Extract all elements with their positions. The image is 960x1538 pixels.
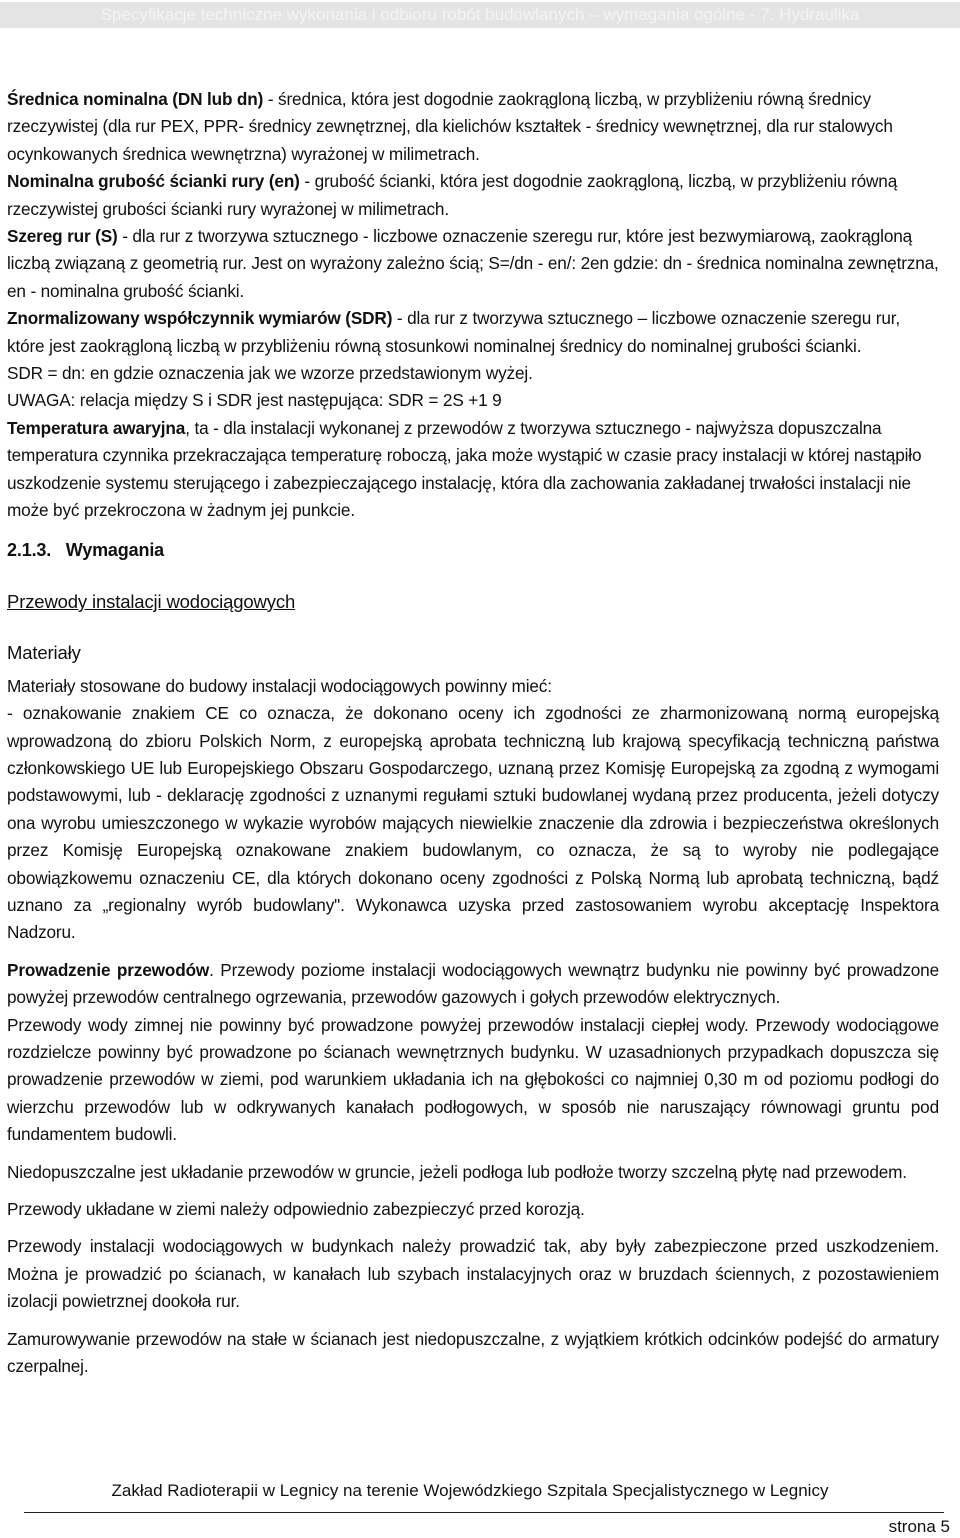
definition-pipe-series (7, 223, 939, 305)
definition-term: Nominalna grubość ścianki rury (en) (7, 171, 300, 192)
definition-term: Szereg rur (S) (7, 226, 118, 247)
note-relation: UWAGA: relacja między S i SDR jest następująca: SDR = 2S +1 9 (7, 390, 502, 411)
definition-text: - grubość ścianki, która jest dogodnie zaokrągloną, liczbą, w przybliżeniu równą rzeczywistej grubości ścianki rury wyrażonej w milimetrach. (7, 171, 898, 219)
document-body (7, 86, 939, 1380)
definition-term: Znormalizowany współczynnik wymiarów (SDR) (7, 308, 393, 329)
definition-sdr (7, 305, 939, 360)
definition-text: - dla rur z tworzywa sztucznego – liczbowe oznaczenie szeregu rur, które jest zaokrągloną liczbą w przybliżeniu równą stosunkowi nominalnej średnicy do nominalnej grubości ścianki. (7, 308, 900, 356)
section-title: 2.1.3. Wymagania (7, 539, 165, 560)
routing-paragraph-6: Zamurowywanie przewodów na stałe w ścianach jest niedopuszczalne, z wyjątkiem krótkich odcinków podejść do armatury czerpalnej. (7, 1328, 939, 1377)
page-number: strona 5 (888, 1517, 950, 1536)
footer-institution: Zakład Radioterapii w Legnicy na terenie Wojewódzkiego Szpitala Specjalistycznego w Legnicy (111, 1481, 829, 1500)
definition-emergency-temperature (7, 415, 939, 525)
definition-term: Średnica nominalna (DN lub dn) (7, 89, 264, 109)
routing-paragraph-5: Przewody instalacji wodociągowych w budynkach należy prowadzić tak, aby były zabezpieczone przed uszkodzeniem. Można je prowadzić po ścianach, w kanałach lub szybach instalacyjnych oraz w bruzdach ściennych, z pozostawieniem izolacji powietrznej dookoła rur. (7, 1236, 939, 1312)
definition-text: - dla rur z tworzywa sztucznego - liczbowe oznaczenie szeregu rur, które jest bezwymiarową, zaokrągloną liczbą związaną z geometrią rur. Jest on wyrażony zależno ścią; S=/dn - en/: 2en gdzie: dn - średnica nominalna zewnętrzna, en - nominalna grubość ścianki. (7, 226, 939, 301)
subsection-title: Przewody instalacji wodociągowych (7, 590, 296, 612)
routing-text: . Przewody poziome instalacji wodociągowych wewnątrz budynku nie powinny być prowadzone powyżej przewodów centralnego ogrzewania, przewodów gazowych i gołych przewodów elektrycznych. (7, 959, 939, 1008)
definition-term: Temperatura awaryjna (7, 417, 186, 438)
routing-term: Prowadzenie przewodów (7, 959, 210, 980)
routing-paragraph-3: Niedopuszczalne jest układanie przewodów w gruncie, jeżeli podłoga lub podłoże tworzy szczelną płytę nad przewodem. (7, 1161, 907, 1182)
materials-heading: Materiały (7, 642, 81, 664)
materials-intro: Materiały stosowane do budowy instalacji wodociągowych powinny mieć: (7, 675, 552, 696)
definition-text: , ta - dla instalacji wykonanej z przewodów z tworzywa sztucznego - najwyższa dopuszczalna temperatura czynnika przekraczająca temperaturę roboczą, jaka może wystąpić w czasie pracy instalacji w której nastąpiło uszkodzenie systemu sterującego i zabezpieczającego instalację, która dla zachowania zakładanej trwałości instalacji nie może być przekroczona w żadnym jej punkcie. (7, 417, 922, 521)
sdr-formula: SDR = dn: en gdzie oznaczenia jak we wzorze przedstawionym wyżej. (7, 363, 533, 384)
routing-paragraph-4: Przewody układane w ziemi należy odpowiednio zabezpieczyć przed korozją. (7, 1199, 585, 1220)
routing-paragraph (7, 957, 939, 1012)
definition-wall-thickness (7, 168, 939, 223)
definition-nominal-diameter (7, 86, 939, 168)
routing-paragraph-2: Przewody wody zimnej nie powinny być prowadzone powyżej przewodów instalacji ciepłej wody. Przewody wodociągowe rozdzielcze powinny być prowadzone po ścianach wewnętrznych budynku. W uzasadnionych przypadkach dopuszcza się prowadzenie przewodów w ziemi, pod warunkiem układania ich na głębokości co najmniej 0,30 m od poziomu podłogi do wierzchu przewodów lub w odkrywanych kanałach podłogowych, w sposób nie naruszający równowagi gruntu pod fundamentem budowli. (7, 1014, 939, 1145)
footer-divider (24, 1512, 944, 1513)
materials-body: - oznakowanie znakiem CE co oznacza, że dokonano oceny ich zgodności ze zharmonizowaną normą europejską wprowadzoną do zbioru Polskich Norm, z europejską aprobata techniczną lub krajową specyfikacją techniczną państwa członkowskiego UE lub Europejskiego Obszaru Gospodarczego, uznaną przez Komisję Europejską za zgodną z wymogami podstawowymi, lub - deklarację zgodności z uznanymi regułami sztuki budowlanej wydaną przez producenta, jeżeli dotyczy ona wyrobu umieszczonego w wykazie wyrobów mających niewielkie znaczenie dla zdrowia i bezpieczeństwa określonych przez Komisję Europejską oznakowane znakiem budowlanym, co oznacza, że są to wyroby nie podlegające obowiązkowemu oznaczeniu CE, dla których dokonano oceny zgodności z Polską Normą lub aprobatą techniczną, bądź uznano za „regionalny wyrób budowlany". Wykonawca uzyska przed zastosowaniem wyrobu akceptację Inspektora Nadzoru. (7, 703, 939, 943)
running-header: Specyfikacje techniczne wykonania i odbioru robót budowlanych – wymagania ogólne - 7. Hydraulika (0, 2, 960, 28)
definition-text: - średnica, która jest dogodnie zaokrągloną liczbą, w przybliżeniu równą średnicy rzeczywistej (dla rur PEX, PPR- średnicy zewnętrznej, dla kielichów kształtek - średnicy wewnętrznej, dla rur stalowych ocynkowanych średnica wewnętrzna) wyrażonej w milimetrach. (7, 89, 893, 164)
